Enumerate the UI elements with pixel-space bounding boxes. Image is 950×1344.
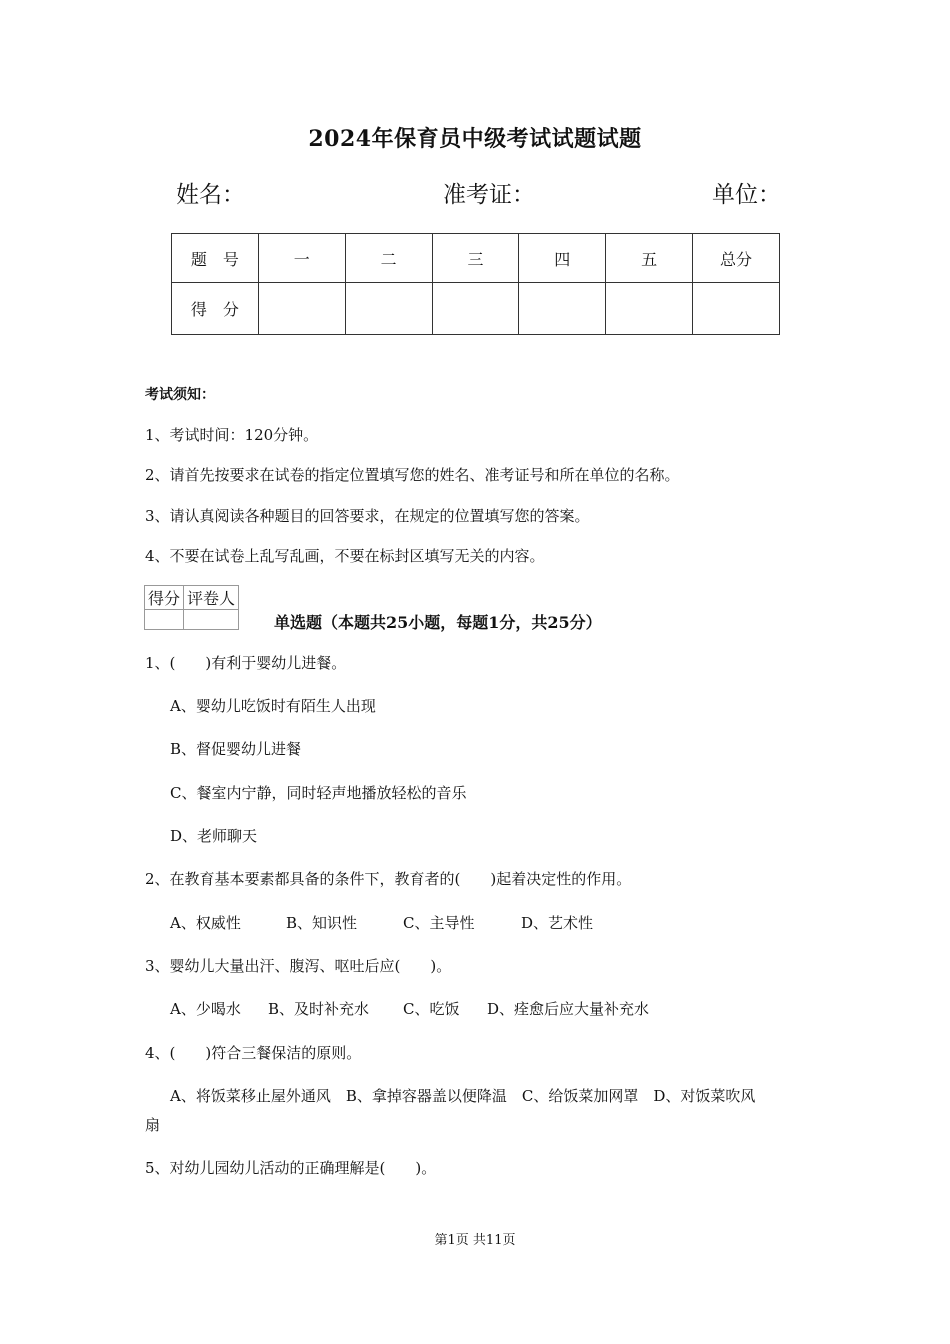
page-footer: 第1页 共11页 [434,1233,516,1248]
question-stem: 5、对幼儿园幼儿活动的正确理解是( )。 [145,1159,437,1177]
score-input-cell[interactable] [345,283,432,335]
page-title: 2024年保育员中级考试试题试题 [308,126,642,152]
unit-field-label: 单位： [712,182,781,208]
score-table [171,233,780,335]
name-field-label: 姓名： [176,182,245,208]
answer-option: A、少喝水 [170,1000,241,1018]
score-input-cell[interactable] [606,283,693,335]
score-input-cell[interactable] [258,283,345,335]
score-table-header-cell: 三 [432,234,519,283]
grader-score-label: 得分 [145,586,184,610]
answer-option: C、吃饭 [403,1000,460,1018]
score-table-header-cell: 五 [606,234,693,283]
question-stem: 4、( )符合三餐保洁的原则。 [145,1044,362,1062]
answer-option: C、餐室内宁静，同时轻声地播放轻松的音乐 [170,784,467,802]
grader-name-cell[interactable] [184,610,239,630]
answer-option: A、婴幼儿吃饭时有陌生人出现 [170,697,376,715]
answer-option: D、痊愈后应大量补充水 [487,1000,650,1018]
notice-item: 3、请认真阅读各种题目的回答要求，在规定的位置填写您的答案。 [145,507,590,525]
grader-score-cell[interactable] [145,610,184,630]
answer-options-wrap: 扇 [145,1116,161,1134]
score-table-header-row [172,234,780,283]
score-input-cell[interactable] [519,283,606,335]
score-table-header-cell: 二 [345,234,432,283]
question-stem: 3、婴幼儿大量出汗、腹泻、呕吐后应( )。 [145,957,452,975]
question-stem: 2、在教育基本要素都具备的条件下，教育者的( )起着决定性的作用。 [145,870,632,888]
notice-item: 4、不要在试卷上乱写乱画，不要在标封区填写无关的内容。 [145,547,545,565]
grader-name-label: 评卷人 [184,586,239,610]
exam-id-field-label: 准考证： [443,182,535,208]
answer-option: B、督促婴幼儿进餐 [170,740,302,758]
question-stem: 1、( )有利于婴幼儿进餐。 [145,654,347,672]
answer-option: A、权威性 [170,914,241,932]
notice-item: 2、请首先按要求在试卷的指定位置填写您的姓名、准考证号和所在单位的名称。 [145,466,680,484]
score-table-header-cell: 总分 [693,234,780,283]
section-title: 单选题（本题共25小题，每题1分，共25分） [274,613,602,632]
score-table-header-cell: 一 [258,234,345,283]
answer-option: D、老师聊天 [170,827,258,845]
score-table-header-cell: 四 [519,234,606,283]
answer-option: D、艺术性 [521,914,594,932]
answer-option: C、主导性 [403,914,475,932]
score-input-cell[interactable] [693,283,780,335]
notice-item: 1、考试时间：120分钟。 [145,426,319,444]
answer-option: B、知识性 [286,914,358,932]
notice-heading: 考试须知： [145,387,215,403]
score-table-score-row [172,283,780,335]
answer-options-line: A、将饭菜移止屋外通风 B、拿掉容器盖以便降温 C、给饭菜加网罩 D、对饭菜吹风 [170,1087,756,1105]
score-table-header-cell: 题 号 [172,234,259,283]
score-row-label: 得 分 [172,283,259,335]
answer-option: B、及时补充水 [268,1000,370,1018]
score-input-cell[interactable] [432,283,519,335]
grader-box [144,585,239,630]
